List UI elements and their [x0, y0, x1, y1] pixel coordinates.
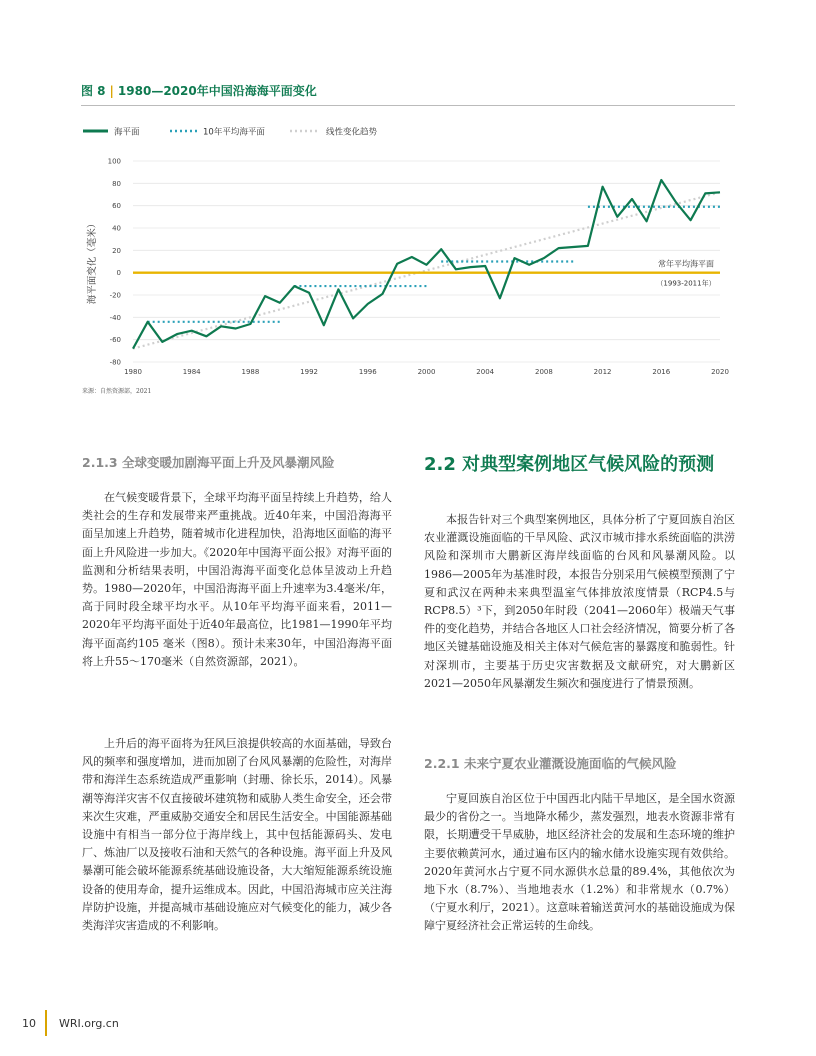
y-tick-label: 60	[112, 202, 121, 211]
y-tick-label: 40	[112, 224, 121, 233]
x-tick-label: 2000	[417, 368, 436, 376]
x-tick-label: 1980	[124, 368, 142, 376]
x-tick-label: 2016	[652, 368, 671, 376]
x-tick-label: 1992	[300, 368, 319, 376]
baseline-annotation-years: （1993-2011年）	[656, 279, 716, 288]
section-heading-text: 全球变暖加剧海平面上升及风暴潮风险	[121, 455, 335, 470]
figure-caption: 1980—2020年中国沿海海平面变化	[117, 84, 317, 98]
x-tick-label: 1988	[241, 368, 260, 376]
legend-label-sea-level: 海平面	[114, 127, 140, 138]
right-paragraph-2: 宁夏回族自治区位于中国西北内陆干旱地区，是全国水资源最少的省份之一。当地降水稀少，蒸发强烈，地表水资源非常有限，长期遭受干旱威胁，地区经济社会的发展和生态环境的维护主要依赖黄河水，通过遍布区内的输水储水设施实现有效供给。2020年黄河水占宁夏不同水源供水总量的89.4%，其他依次为地下水（8.7%）、当地地表水（1.2%）和非常规水（0.7%）（宁夏水利厅，2021）。这意味着输送黄河水的基础设施成为保障宁夏经济社会正常运转的生命线。	[424, 792, 735, 933]
left-paragraph-2: 上升后的海平面将为狂风巨浪提供较高的水面基础，导致台风的频率和强度增加，进而加剧了台风风暴潮的危险性，对海岸带和海洋生态系统造成严重影响（封珊、徐长乐，2014）。风暴潮等海洋灾害不仅直接破坏建筑物和威胁人类生命安全，还会带来次生灾难，严重威胁交通安全和居民生活安全。中国能源基础设施中有相当一部分位于海岸线上，其中包括能源码头、发电厂、炼油厂以及接收石油和天然气的各种设施。海平面上升及风暴潮可能会破坏能源系统基础设施设备，大大缩短能源系统设施设备的使用寿命，提升运维成本。因此，中国沿海城市应关注海岸防护设施，并提高城市基础设施应对气候变化的能力，减少各类海洋灾害造成的不利影响。	[82, 737, 392, 933]
baseline-annotation: 常年平均海平面	[658, 259, 714, 269]
subsection-heading-text: 未来宁夏农业灌溉设施面临的气候风险	[463, 756, 677, 771]
y-tick-label: 0	[116, 269, 121, 278]
figure-source: 来源：自然资源部，2021	[82, 388, 152, 395]
series-linear-trend	[133, 192, 720, 348]
y-axis-label: 海平面变化（毫米）	[87, 218, 98, 305]
main-heading-2-2: 2.2 对典型案例地区气候风险的预测	[424, 454, 715, 475]
x-tick-label: 2008	[534, 368, 553, 376]
y-tick-label: -40	[109, 313, 121, 322]
figure-label: 图 8	[81, 84, 106, 98]
figure-title	[81, 82, 317, 99]
x-tick-label: 2004	[476, 368, 495, 376]
y-tick-label: 100	[107, 157, 121, 166]
left-paragraph-1: 在气候变暖背景下，全球平均海平面呈持续上升趋势，给人类社会的生存和发展带来严重挑战。近40年来，中国沿海海平面呈加速上升趋势，随着城市化进程加快，沿海地区面临的海平面上升风险进一步加大。《2020年中国海平面公报》对海平面的监测和分析结果表明，中国沿海海平面变化总体呈波动上升趋势。1980—2020年，中国沿海海平面上升速率为3.4毫米/年，高于同时段全球平均水平。从10年平均海平面来看，2011—2020年平均海平面处于近40年最高位，比1981—1990年平均海平面高约105 毫米（图8）。预计未来30年，中国沿海海平面将上升55～170毫米（自然资源部，2021）。	[82, 491, 392, 668]
figure-rule	[81, 105, 735, 106]
section-heading-2-1-3	[82, 453, 334, 471]
legend-label-10yr-average: 10年平均海平面	[203, 127, 265, 138]
y-tick-label: 80	[112, 179, 121, 188]
x-tick-label: 2012	[593, 368, 612, 376]
y-tick-label: -60	[109, 336, 121, 345]
section-number: 2.1.3	[82, 455, 118, 470]
legend-label-linear-trend: 线性变化趋势	[326, 127, 378, 138]
x-tick-label: 2020	[711, 368, 729, 376]
subsection-number: 2.2.1	[424, 756, 460, 771]
x-tick-label: 1996	[358, 368, 377, 376]
y-tick-label: -80	[109, 358, 121, 367]
right-paragraph-1: 本报告针对三个典型案例地区，具体分析了宁夏回族自治区农业灌溉设施面临的干旱风险、武汉市城市排水系统面临的洪涝风险和深圳市大鹏新区海岸线面临的台风和风暴潮风险。以1986—2005年为基准时段，本报告分别采用气候模型预测了宁夏和武汉在两种未来典型温室气体排放浓度情景（RCP4.5与RCP8.5）³下，到2050年时段（2041—2060年）极端天气事件的变化趋势，并结合各地区人口社会经济情况，简要分析了各地区关键基础设施及相关主体对气候危害的暴露度和脆弱性。针对深圳市，主要基于历史灾害数据及文献研究，对大鹏新区2021—2050年风暴潮发生频次和强度进行了情景预测。	[424, 513, 735, 690]
footer-divider	[45, 1010, 47, 1036]
section-heading-2-2-1	[424, 754, 676, 772]
sea-level-chart	[0, 112, 816, 387]
y-tick-label: -20	[109, 291, 121, 300]
figure-separator: |	[109, 84, 114, 98]
page-number: 10	[22, 1017, 36, 1030]
y-tick-label: 20	[112, 246, 121, 255]
site-link[interactable]: WRI.org.cn	[59, 1017, 119, 1030]
x-tick-label: 1984	[182, 368, 201, 376]
